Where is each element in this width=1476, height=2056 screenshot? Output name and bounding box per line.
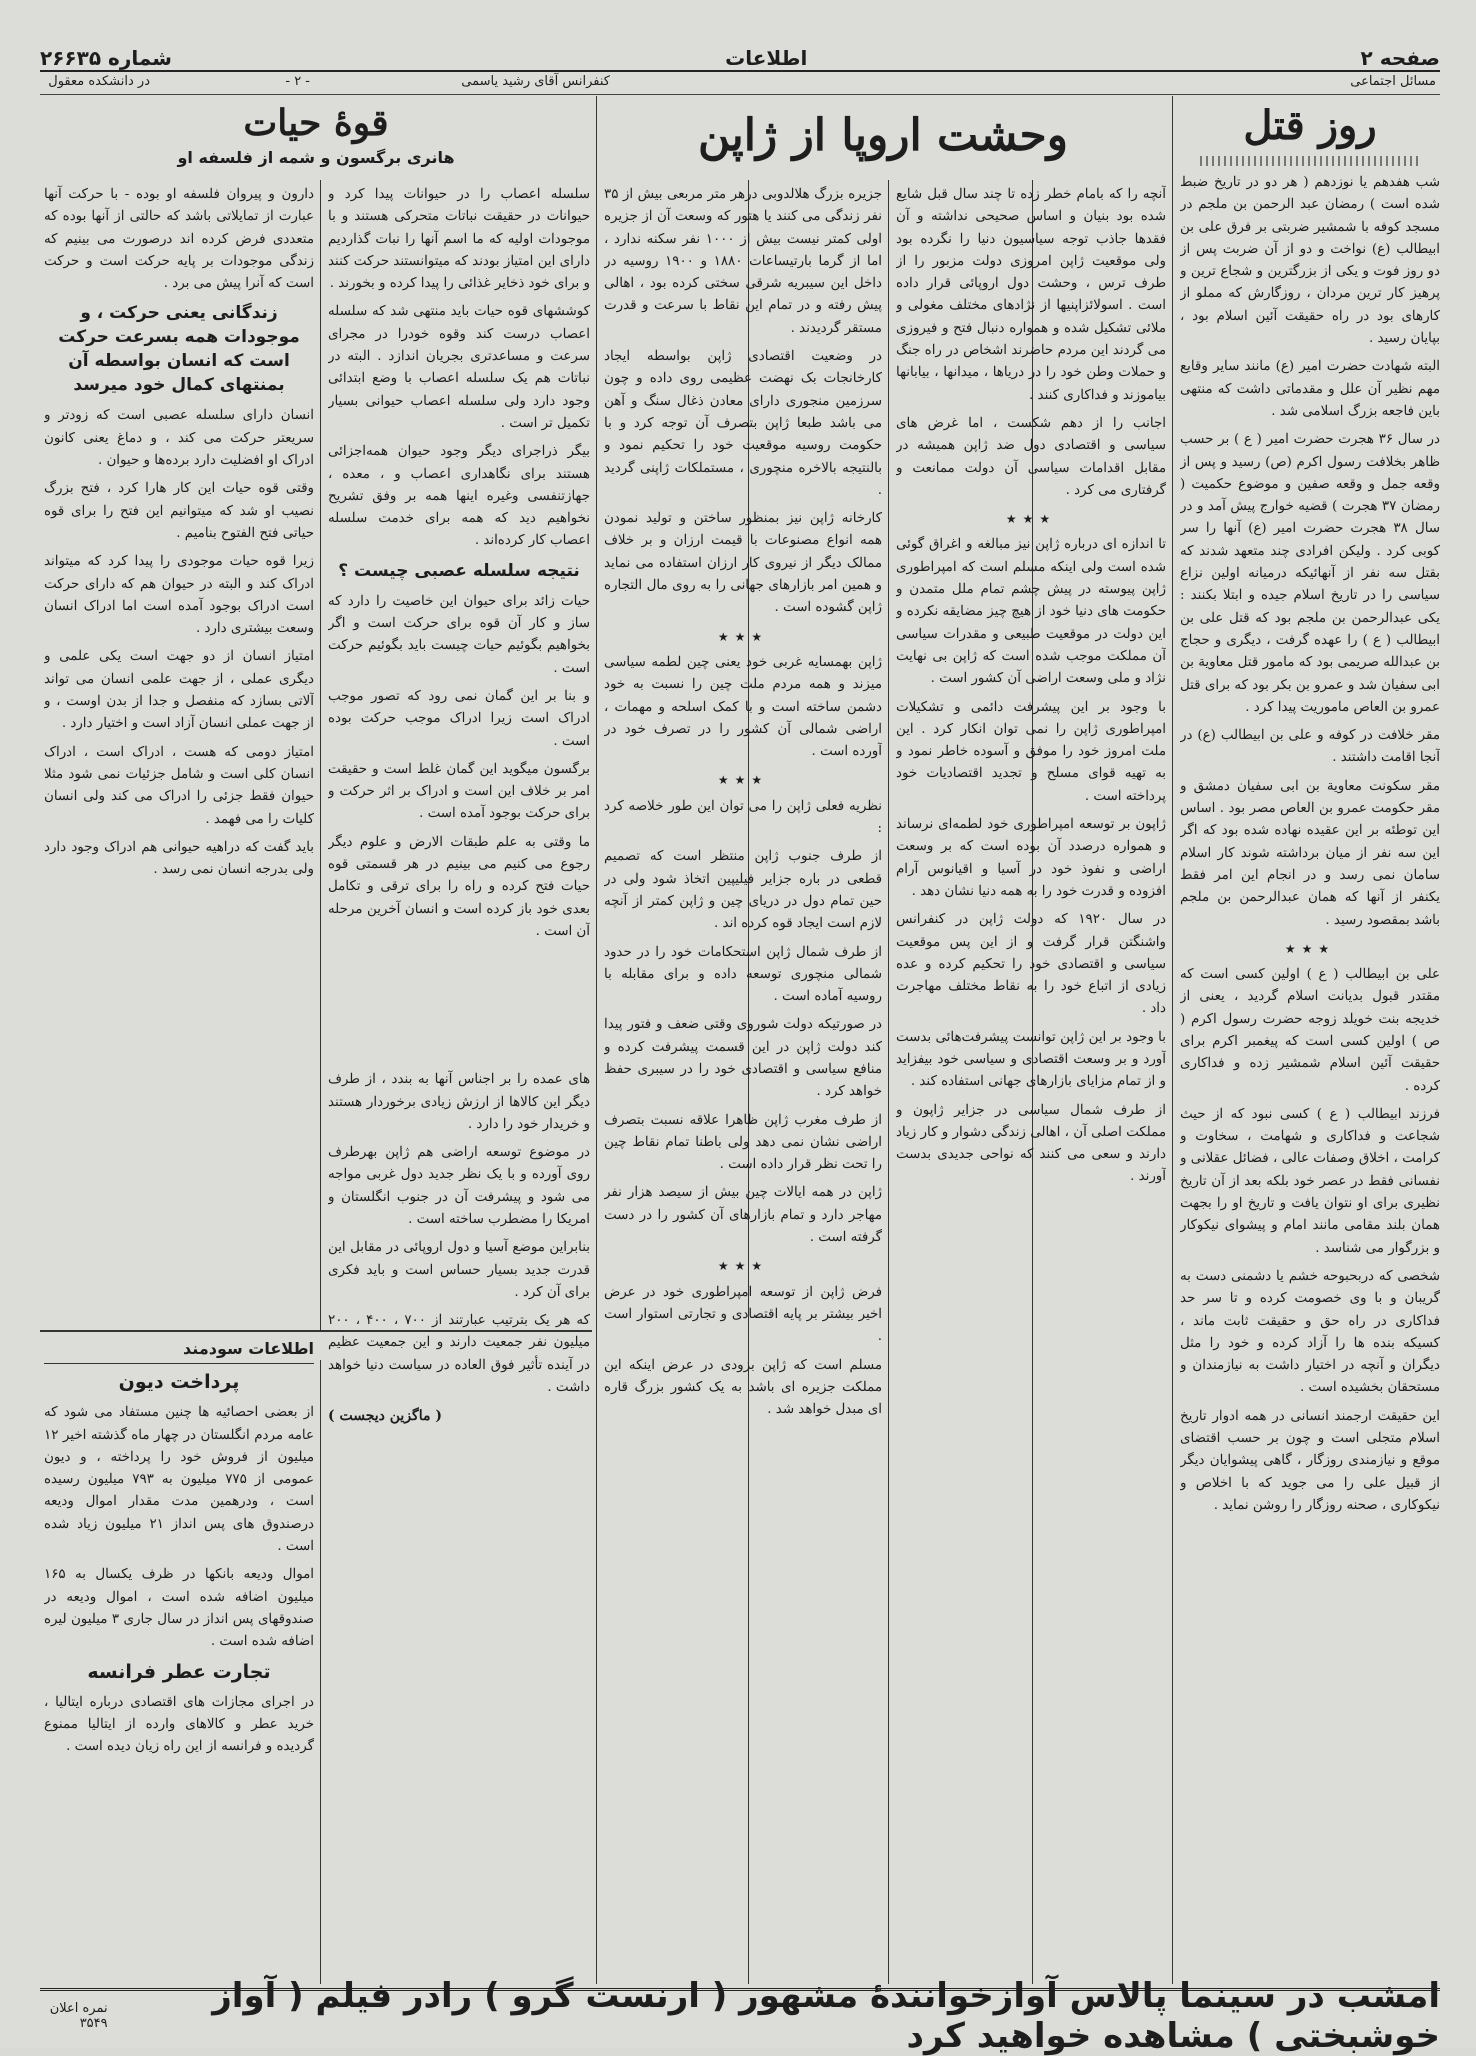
paragraph: با وجود بر این پیشرفت دائمی و تشکیلات امپراطوری ژاپن را نمی توان انکار کرد . این ملت امروز خود را موفق و آسوده خاطر نمود و به تهیه قوای مسلح و تجدید اقتصادیات خود پرداخته است . bbox=[896, 699, 1166, 804]
paragraph: امتیاز انسان از دو جهت است یکی علمی و دیگری عملی ، از جهت علمی انسان می تواند آلاتی بسازد که منفصل و جدا از بدن اوست ، و از جهت عملی انسان آزاد است و اختیار دارد . bbox=[44, 649, 314, 732]
masthead bbox=[40, 40, 1440, 72]
paragraph: از طرف شمال سیاسی در جزایر ژاپون و مملکت اصلی آن ، اهالی زندگی دشوار و کار زیاد دارند و سعی می کنند که نواحی جدیدی بدست آورند . bbox=[896, 1102, 1166, 1185]
column-rule bbox=[888, 180, 889, 1984]
ad-code: نمره اعلان ۳۵۴۹ bbox=[49, 2001, 108, 2031]
divider: ★★★ bbox=[717, 629, 769, 644]
article-japan-left bbox=[604, 184, 882, 1984]
section-label-social: مسائل اجتماعی bbox=[1350, 74, 1436, 89]
divider: ★★★ bbox=[1284, 941, 1336, 956]
paragraph: که هر یک بترتیب عبارتند از ۷۰۰ ، ۴۰۰ ، ۲۰۰ میلیون نفر جمعیت دارند و این جمعیت عظیم در آینده تأثیر فوق العاده در سیاست دنیا خواهد داشت . bbox=[328, 1313, 590, 1396]
section-heading: پرداخت دیون bbox=[118, 1371, 240, 1394]
paragraph: در موضوع توسعه اراضی هم ژاپن بهرطرف روی آورده و با یک نظر جدید دول غربی مواجه می شود و پیشرفت آن در جنوب انگلستان و امریکا را مضطرب ساخته است . bbox=[328, 1145, 590, 1227]
article-header-bergson bbox=[40, 100, 592, 178]
section-labels bbox=[40, 72, 1440, 95]
paragraph: ژاپن در همه ایالات چین بیش از سیصد هزار نفر مهاجر دارد و تمام بازارهای آن کشور را در دست گرفته است . bbox=[604, 1185, 882, 1246]
section-heading: نتیجه سلسله عصبی چیست ؟ bbox=[338, 560, 580, 581]
divider: ★★★ bbox=[717, 1259, 769, 1274]
divider: ★★★ bbox=[1005, 512, 1057, 527]
article-title: قوهٔ حیات bbox=[243, 102, 389, 144]
box-rule bbox=[40, 1330, 592, 1332]
paragraph: با وجود بر این ژاپن توانست پیشرفت‌هائی بدست آورد و بر وسعت اقتصادی و سیاسی خود بیفزاید و از تمام مزایای بازارهای جهانی استفاده کند . bbox=[896, 1029, 1166, 1090]
paragraph: مقر خلافت در کوفه و علی بن ابیطالب (ع) در آنجا اقامت داشتند . bbox=[1180, 728, 1440, 766]
paragraph: در صورتیکه دولت شوروی وقتی ضعف و فتور پیدا کند دولت ژاپن در این قسمت پیشرفت کرده و منافع سیاسی و اقتصادی خود را در سیبری حفظ خواهد کرد . bbox=[604, 1017, 882, 1100]
paragraph: مقر سکونت معاویة بن ابی سفیان دمشق و مقر حکومت عمرو بن العاص مصر بود . اساس این توطئه بر این عقیده نهاده شده بود که اگر این سه نفر از میان برداشته شوند کار اسلام سامان نمی رسد و در انجام این امر فقط یکنفر از آنها که همان عبدالرحمن بن ملجم باشد بمقصود رسید . bbox=[1180, 778, 1440, 928]
paragraph: برگسون میگوید این گمان غلط است و حقیقت امر بر خلاف این است و ادراک بر اثر حرکت و برای حرکت بوجود آمده است . bbox=[328, 761, 590, 822]
paragraph: زیرا قوه حیات موجودی را پیدا کرد که میتواند ادراک کند و البته در حیوان هم که دارای حرکت است ادراک بوجود آمده است اما ادراک انسان وسعت بیشتری دارد . bbox=[44, 554, 314, 637]
paragraph: از طرف جنوب ژاپن منتظر است که تصمیم قطعی در باره جزایر فیلیپین اتخاذ شود ولی در حین تمام دول در دریای چین و ژاپن کمتر از آنچه لازم است ایجاد قوه کرده اند . bbox=[604, 849, 882, 932]
paragraph: علی بن ابیطالب ( ع ) اولین کسی است که مقتدر قبول بدیانت اسلام گردید ، یعنی از خدیجه بنت خویلد زوجه حضرت رسول اکرم ( ص ) اولین کسی است که پیغمبر اکرم برای حقیقت آئین اسلام شمشیر زده و فداکاری کرده . bbox=[1180, 967, 1440, 1094]
paragraph: ژاپون بر توسعه امپراطوری خود لطمه‌ای نرساند و همواره درصدد آن بوده است که بر وسعت اراضی و نفوذ خود در آسیا و اقیانوس آرام افزوده و قدرت خود را به همه دنیا نشان دهد . bbox=[896, 817, 1166, 899]
section-heading: زندگانی یعنی حرکت ، و موجودات همه بسرعت حرکت است که انسان بواسطه آن بمنتهای کمال خود میرسد bbox=[58, 303, 300, 396]
article-japan-right bbox=[896, 184, 1166, 1984]
column-rule bbox=[1172, 96, 1173, 1984]
paragraph: در اجرای مجازات های اقتصادی درباره ایتالیا ، خرید عطر و کالاهای وارده از ایتالیا ممنوع گردیده و فرانسه از این راه زیان دیده است . bbox=[44, 1694, 314, 1755]
paragraph: کارخانه ژاپن نیز بمنظور ساختن و تولید نمودن همه انواع مصنوعات با قیمت ارزان و بر خلاف ممالک دیگر از نیروی کار ارزان استفاده می نماید و همین امر بازارهای جهانی را به روی مال التجاره ژاپن گشوده است . bbox=[604, 511, 882, 616]
paragraph: وقتی قوه حیات این کار هارا کرد ، فتح بزرگ نصیب او شد که میتوانیم این فتح را برای قوه حیاتی فتح الفتوح بنامیم . bbox=[44, 481, 314, 541]
paragraph: کوششهای قوه حیات باید منتهی شد که سلسله اعصاب درست کند وقوه خودرا در مجرای سرعت و مساعدتری بجریان اندازد . البته در نباتات هم یک سلسله اعصاب با وضع ابتدائی وجود دارد ولی سلسله اعصاب حیوانی بسیار تکمیل تر است . bbox=[328, 304, 590, 431]
paragraph: اموال ودیعه بانکها در ظرف یکسال به ۱۶۵ میلیون اضافه شده است ، اموال ودیعه در صندوقهای پس انداز در سال جاری ۳ میلیون لیره اضافه شده است . bbox=[44, 1567, 314, 1650]
conference-label: کنفرانس آقای رشید یاسمی bbox=[461, 74, 610, 89]
useful-info-box bbox=[44, 1338, 314, 1984]
divider: ★★★ bbox=[717, 773, 769, 788]
paragraph: شب هفدهم یا نوزدهم ( هر دو در تاریخ ضبط شده است ) رمضان عبد الرحمن بن ملجم در مسجد کوفه با شمشیر ضربتی بر فرق علی بن ابیطالب (ع) نواخت و دو از آن ضربت پس از دو روز فوت و یکی از بزرگترین و شجاع ترین و پرهیز کار ترین مردان ، روزگارش که مملو از کارهای بود در راه حقیقت آئین اسلام بود ، بپایان رسید . bbox=[1180, 175, 1440, 347]
paragraph: نظریه فعلی ژاپن را می توان این طور خلاصه کرد : bbox=[604, 798, 882, 837]
paragraph: مسلم است که ژاپن بزودی در عرض اینکه این مملکت جزیره ای باشد به یک کشور بزرگ قاره ای مبدل خواهد شد . bbox=[604, 1357, 882, 1418]
paragraph: شخصی که دربحبوحه خشم یا دشمنی دست به گریبان و با وی خصومت کرده و تا سر حد فداکاری در راه حق و حقیقت ثابت ماند ، کسیکه بنده ها را آزاد کرده و خود را مثل دیگران و آنچه در اختیار داشت به نیازمندان و مستحقان بخشیده است . bbox=[1180, 1268, 1440, 1396]
article-bergson-right bbox=[328, 184, 590, 1984]
paragraph: باید گفت که دراهیه حیوانی هم ادراک وجود دارد ولی بدرجه انسان نمی رسد . bbox=[44, 839, 314, 878]
paragraph: این حقیقت ارجمند انسانی در همه ادوار تاریخ اسلام متجلی است و چون بر حسب اقتضای موقع و نیازمندی روزگار ، گاهی پیشوایان دیگر از قبیل علی را می جوید که با اخلاص و نیکوکاری ، صحنه روزگار را روشن نماید . bbox=[1180, 1408, 1440, 1513]
divider bbox=[1200, 156, 1420, 166]
paragraph: سلسله اعصاب را در حیوانات پیدا کرد و حیوانات در حقیقت نباتات متحرکی هستند و با موجودات اولیه که ما اسم آنها را نبات گذاردیم دارای این امتیاز بودند که میتوانستند حرکت کنند و برای خود ذخایر غذائی را پیدا کرده و بخورند . bbox=[328, 187, 590, 292]
paragraph: فرزند ابیطالب ( ع ) کسی نبود که از حیث شجاعت و فداکاری و شهامت ، سخاوت و کرامت ، اخلاق وصفات عالی ، فضائل عقلانی و نفسانی فقط در عصر خود بلکه بعد از آن تاریخ نظیری برای او نتوان یافت و تاریخ او را بجهت همان بلند مقامی مانند امام و پیشوای نیکوکار و بزرگوار می شناسد . bbox=[1180, 1106, 1440, 1256]
paragraph: از بعضی احصائیه ها چنین مستفاد می شود که عامه مردم انگلستان در چهار ماه گذشته اخیر ۱۲ میلیون از فروش خود را پرداخته ، و دیون عمومی از ۷۷۵ میلیون به ۷۹۳ میلیون رسیده است ، ودرهمین مدت مقدار اموال ودیعه درصندوق های پس انداز ۲۱ میلیون زیاد شده است . bbox=[44, 1405, 314, 1555]
paragraph: انسان دارای سلسله عصبی است که زودتر و سریعتر حرکت می کند ، و دماغ یعنی کانون ادراک او افضلیت دارد برده‌ها و حیوان . bbox=[44, 408, 314, 469]
article-title-japan: وحشت اروپا از ژاپن bbox=[698, 110, 1068, 161]
paragraph: آنچه را که بامام خطر زده تا چند سال قبل شایع شده بود بنیان و اساس صحیحی نداشته و آن فقدها جاذب توجه سیاسیون دنیا را نگرده بود ولی موقعیت ژاپن امروزی دولت مزبور را از طرف ترس ، وحشت دول اروپائی قرار داده است . اسولائزاپنیها از نژادهای مختلف مغولی و ملائی تشکیل شده و همواره دنبال فتح و فیروزی می گردند این مردم حاضرند اشخاص در راه جنگ و حملات وطن خود را در دریاها ، میدانها ، بیابانها بیاموزند و فداکاری کنند . bbox=[896, 187, 1166, 403]
conference-number: - ۲ - bbox=[285, 74, 310, 89]
paragraph: بیگر ذراجرای دیگر وجود حیوان همه‌اجزائی هستند برای نگاهداری اعصاب و ، معده ، جهازتنفسی وغیره اینها همه بر وفق تشریح نخواهیم دید که همه برای خدمت سلسله اعصاب کار کرده‌اند . bbox=[328, 444, 590, 549]
ad-text: امشب در سینما پالاس آوازخوانندهٔ مشهور ( ارنست گرو ) رادر فیلم ( آواز خوشبختی ) مشاهده خواهید کرد bbox=[212, 1976, 1440, 2056]
paragraph: های عمده را بر اجناس آنها به بندد ، از طرف دیگر این کالاها از ارزش زیادی برخوردار هستند و خریدار خود را دارد . bbox=[328, 1072, 590, 1132]
paragraph: ژاپن بهمسایه غربی خود یعنی چین لطمه سیاسی میزند و همه مردم ملت چین را نسبت به خود دشمن ساخته است و با کمک اسلحه و مهمات ، اراضی شمالی آن کشور را در تصرف خود در آورده است . bbox=[604, 654, 882, 760]
article-title: روز قتل bbox=[1243, 102, 1377, 149]
column-rule bbox=[320, 180, 321, 1330]
paragraph: جزیره بزرگ هلالدوبی درهر متر مربعی بیش از ۳۵ نفر زندگی می کنند یا هتور که وسعت آن از جزیره اولی کمتر نیست بیش از ۱۰۰۰ نفر سکنه ندارد ، اما از گرما بارتیساعات ۱۸۸۰ و ۱۹۰۰ روسیه در داخل این سیبریه شرقی سختی کرده بود ، اهالی پیش رفته و در تمام این نقاط با سرعت و قدرت مستقر گردیدند . bbox=[604, 187, 882, 336]
source-credit: ( ماگزین دیجست ) bbox=[328, 1408, 442, 1425]
article-bergson-left bbox=[44, 184, 314, 1324]
box-title: اطلاعات سودمند bbox=[44, 1338, 314, 1364]
paragraph: تا اندازه ای درباره ژاپن نیز مبالغه و اغراق گوئی شده است ولی اینکه مسلم است که امپراطوری ژاپن پیوسته در پیش چشم تمام ملل متمدن و حکومت های دنیا خود از هیچ چیز مضایقه نکرده و این دولت در موقعیت طبیعی و مقدرات سیاسی آن مملکت موجب شده است که ژاپن بی نهایت نژاد و ملی وسعت اراضی آن کشور است . bbox=[896, 537, 1166, 687]
paragraph: از طرف مغرب ژاپن ظاهرا علاقه نسبت بتصرف اراضی نشان نمی دهد ولی باطنا تمام نقاط چین را تحت نظر قرار داده است . bbox=[604, 1112, 882, 1173]
paragraph: امتیاز دومی که هست ، ادراک است ، ادراک انسان کلی است و شامل جزئیات نمی شود مثلا حیوان فقط جزئی را ادراک می کند ولی انسان کلیات را می فهمد . bbox=[44, 744, 314, 827]
column-rule bbox=[320, 1360, 321, 1984]
page-number: صفحه ۲ bbox=[1360, 46, 1440, 70]
paragraph: و بنا بر این گمان نمی رود که تصور موجب ادراک است زیرا ادراک موجب حرکت بوده است . bbox=[328, 688, 590, 749]
article-subtitle: هانری برگسون و شمه از فلسفه او bbox=[177, 148, 455, 167]
issue-number: شماره ۲۶۶۳۵ bbox=[40, 46, 172, 70]
paragraph: فرض ژاپن از توسعه امپراطوری خود در عرض اخیر بیشتر بر پایه اقتصادی و تجارتی استوار است . bbox=[604, 1284, 882, 1345]
article-rooz-ghatl bbox=[1180, 100, 1440, 1984]
column-rule bbox=[596, 96, 597, 1984]
paragraph: البته شهادت حضرت امیر (ع) مانند سایر وقایع مهم نظیر آن علل و مقدماتی داشت که منتهی باین فاجعه بزرگ اسلامی شد . bbox=[1180, 359, 1440, 419]
footer-advertisement bbox=[40, 1976, 1440, 2056]
paragraph: در سال ۱۹۲۰ که دولت ژاپن در کنفرانس واشنگتن قرار گرفت و از این پس موقعیت سیاسی و اقتصادی خود را تحکیم کرده و عده زیادی از اتباع خود را به نقاط مختلف مهاجرت داد . bbox=[896, 912, 1166, 1017]
paragraph: در سال ۳۶ هجرت حضرت امیر ( ع ) بر حسب ظاهر بخلافت رسول اکرم (ص) رسید و پس از وقعه جمل و وقعه صفین و موضوع حکمیت ( رمضان ۳۷ هجرت ) قضیه خوارج پیش آمد و در سال ۳۸ هجرت حضرت امیر (ع) آنها را سر کوبی کرد . ولیکن افرادی چند متعهد شدند که بقتل سه نفر از آنهائیکه درمیانه اولین نزاع سیاسی را در تاریخ اسلام جیده و ابتلا بکنند : یکی عبدالرحمن بن ملجم بود که قتل علی بن ابیطالب ( ع ) را عهده گرفت ، دیگری و حجاج بن عبدالله صریمی بود که مامور قتل معاویة بن ابی سفیان شد و عمرو بن بکر بود که برای قتل عمرو بن العاص ماموریت پیدا کرد . bbox=[1180, 432, 1440, 715]
paragraph: دارون و پیروان فلسفه او بوده - با حرکت آنها عبارت از تمایلاتی باشد که حالتی از آنها بوده که متعددی فرض کرده اند درصورت می بینیم که زندگی موجودات بر پایه حرکت است و حرکت است که آنرا پیش می برد . bbox=[44, 187, 314, 292]
paragraph: بنابراین موضع آسیا و دول اروپائی در مقابل این قدرت جدید بسیار حساس است و باید فکری برای آن کرد . bbox=[328, 1240, 590, 1300]
paragraph: ما وقتی به علم طبقات الارض و علوم دیگر رجوع می کنیم می بینیم در هر قسمتی قوه حیات فتح کرده و راه را برای ترقی و تکامل بعدی خود باز کرده است و انسان آخرین مرحله آن است . bbox=[328, 834, 590, 939]
paragraph: از طرف شمال ژاپن استحکامات خود را در حدود شمالی منچوری توسعه داده و برای مقابله با روسیه آماده است . bbox=[604, 944, 882, 1005]
paragraph: حیات زائد برای حیوان این خاصیت را دارد که ساز و کار آن قوه برای حرکت است و اگر بخواهیم بگوئیم حیات چیست باید بگوئیم حرکت است . bbox=[328, 593, 590, 676]
paper-name: اطلاعات bbox=[725, 46, 808, 70]
section-heading: تجارت عطر فرانسه bbox=[87, 1660, 271, 1683]
paragraph: اجانب را از دهم شکست ، اما غرض های سیاسی و اقتصادی دول ضد ژاپن همیشه در مقابل اقدامات سیاسی آن دولت ممانعت و گرفتاری می کرد . bbox=[896, 415, 1166, 498]
paragraph: در وضعیت اقتصادی ژاپن بواسطه ایجاد کارخانجات بک نهضت عظیمی روی داده و چون سرزمین منجوری دارای معادن ذغال سنگ و آهن می باشد طبعا ژاپن بتصرف آن توجه کرد و با حکومت روسیه موقعیت خود را تحکیم نمود و بالنتیجه بالاخره منچوری ، مستملکات ژاپنی گردید . bbox=[604, 349, 882, 498]
conference-place: در دانشکده معقول bbox=[48, 74, 150, 89]
